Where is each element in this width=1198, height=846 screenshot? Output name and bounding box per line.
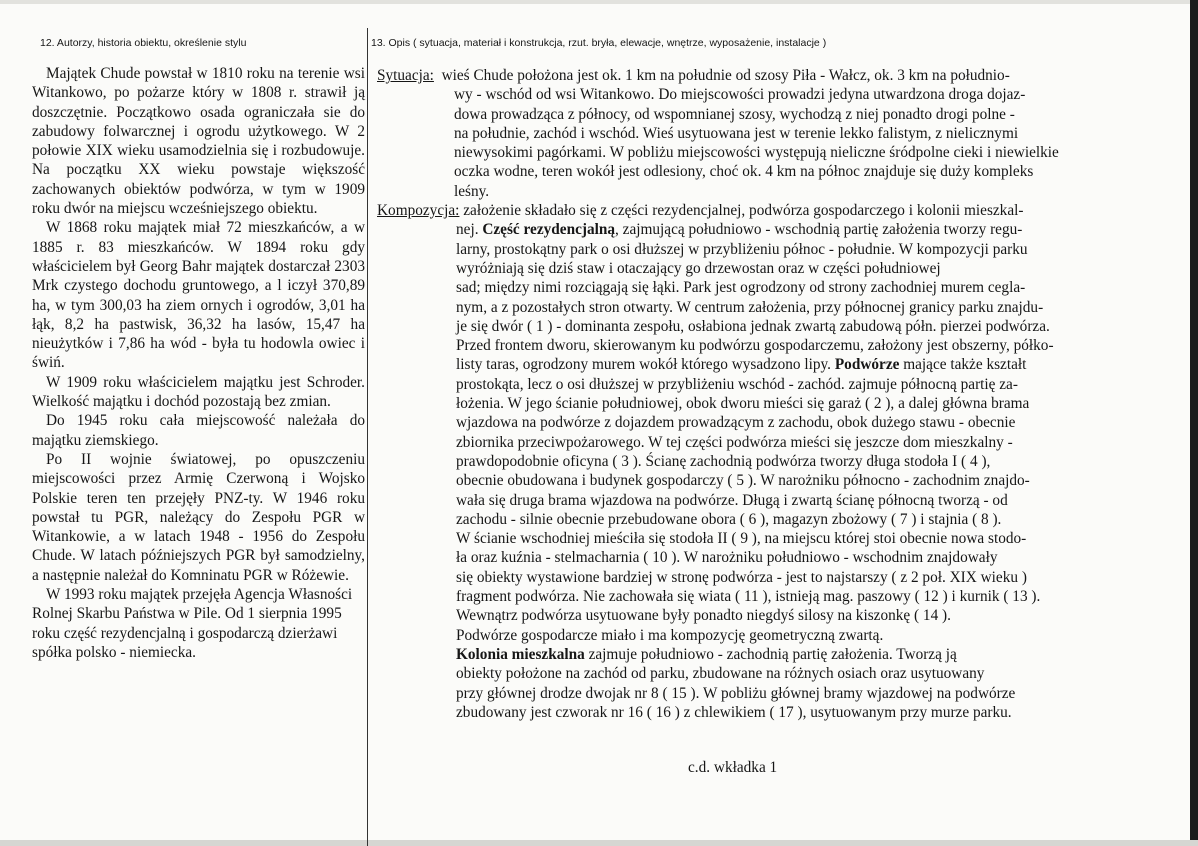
sytuacja-label: Sytuacja: (377, 67, 434, 84)
kompozycja-line: Podwórze gospodarcze miało i ma kompozycję geometryczną zwartą. (456, 626, 884, 644)
sytuacja-line: leśny. (454, 182, 490, 200)
kompozycja-line: prawdopodobnie oficyna ( 3 ). Ścianę zachodnią podwórza tworzy długa stodoła I ( 4 ), (456, 452, 991, 470)
sytuacja-line: na południe, zachód i wschód. Wieś usytuowana jest w terenie lekko falistym, z nielicznymi (454, 124, 1019, 142)
kompozycja-line: zachodu - silnie obecnie przebudowane obora ( 6 ), magazyn zbożowy ( 7 ) i stajnia ( 8 ). (456, 510, 1002, 528)
sytuacja-line: wy - wschód od wsi Witankowo. Do miejscowości prowadzi jedyna utwardzona droga dojaz- (454, 86, 1026, 104)
kolonia-line: zbudowany jest czworak nr 16 ( 16 ) z chlewikiem ( 17 ), usytuowanym przy murze parku. (456, 703, 1012, 721)
kompozycja-line: obecnie obudowana i budynek gospodarczy ( 5 ). W narożniku północno - zachodnim znajdo- (456, 472, 1030, 490)
kompozycja-line: wyróżniają się dziś staw i otaczający go drzewostan oraz w części południowej (456, 259, 941, 277)
section-13-header: 13. Opis ( sytuacja, materiał i konstrukcja, rzut. bryła, elewacje, wnętrze, wyposażenie, instalacje ) (371, 37, 827, 49)
sytuacja-line: oczka wodne, teren wokół jest odlesiony, choć ok. 4 km na północ znajduje się duży kompleks (454, 163, 1034, 181)
kompozycja-line: się obiekty wystawione bardziej w stronę podwórza - jest to najstarszy ( z 2 poł. XIX wieku ) (456, 568, 1027, 586)
podworze-term: Podwórze (834, 356, 900, 374)
kompozycja-line: Przed frontem dworu, skierowanym ku podwórzu gospodarczemu, założony jest obszerny, półko- (456, 337, 1054, 355)
history-paragraph: W 1993 roku majątek przejęła Agencja Własności Rolnej Skarbu Państwa w Pile. Od 1 sierpnia 1995 roku część rezydencjalną i gospodarczą dzierżawi spółka polsko - niemiecka. (32, 586, 353, 661)
kompozycja-line: prostokąta, lecz o osi dłuższej w przybliżeniu wschód - zachód. zajmuje północną partię za- (456, 375, 1018, 393)
history-paragraph: W 1909 roku właścicielem majątku jest Schroder. Wielkość majątku i dochód pozostają bez zmian. (32, 373, 365, 411)
kompozycja-label: Kompozycja: (377, 202, 460, 220)
history-paragraph: Do 1945 roku cała miejscowość należała do majątku ziemskiego. (32, 412, 365, 449)
kompozycja-line: je się dwór ( 1 ) - dominanta zespołu, osłabiona jednak zwartą zabudową półn. pierzei podwórza. (456, 317, 1050, 335)
description-column (377, 66, 1117, 722)
page-bottom-edge (0, 840, 1198, 846)
sytuacja-line: Sytuacja: wieś Chude położona jest ok. 1 km na południe od szosy Piła - Wałcz, ok. 3 km na południo- (377, 67, 1010, 84)
history-paragraph: Majątek Chude powstał w 1810 roku na terenie wsi Witankowo, po pożarze który w 1808 r. strawił ją doszczętnie. Początkowo osada ograniczała sie do zabudowy folwarcznej i ogrodu użytkowego. W 2 połowie XIX wieku usamodzielnia się i rozbudowuje. Na początku XX wieku powstaje większość zachowanych obiektów podwórza, w tym w 1909 roku dwór na miejscu wcześniejszego obiektu. (32, 65, 365, 218)
kompozycja-line: Kompozycja: założenie składało się z części rezydencjalnej, podwórza gospodarczego i kolonii mieszkal- (377, 202, 1024, 220)
page-top-edge (0, 0, 1198, 4)
kompozycja-line: nym, a z pozostałych stron otwarty. W centrum założenia, przy północnej granicy parku znajdu- (456, 298, 1044, 316)
kompozycja-line: wjazdowa na podwórze z dojazdem prowadzącym z zachodu, obok dużego stawu - obecnie (456, 414, 1016, 432)
kolonia-line: przy głównej drodze dwojak nr 8 ( 15 ). W pobliżu głównej bramy wjazdowej na podwórze (456, 684, 1016, 702)
sytuacja-line: dowa prowadząca z północy, od wspomnianej szosy, wychodzą z niej ponadto drogi polne - (454, 105, 1015, 123)
czesc-rezydencjalna-term: Część rezydencjalną (482, 221, 616, 239)
kompozycja-line: nej. Część rezydencjalną, zajmującą południowo - wschodnią partię założenia tworzy regu- (456, 221, 1023, 239)
kolonia-mieszkalna-term: Kolonia mieszkalna (456, 645, 585, 663)
sytuacja-line: niewysokimi pagórkami. W pobliżu miejscowości występują nieliczne śródpolne cieki i niewielkie (454, 144, 1059, 162)
kompozycja-line: ła oraz kuźnia - stelmacharnia ( 10 ). W narożniku południowo - wschodnim znajdowały (456, 549, 998, 567)
history-paragraph: Po II wojnie światowej, po opuszczeniu miejscowości przez Armię Czerwoną i Wojsko Polskie teren ten przejęły PNZ-ty. W 1946 roku powstał tu PGR, należący do Zespołu PGR w Witankowie, a w latach 1948 - 1956 do Zespołu Chude. W latach późniejszych PGR był samodzielny, a następnie należał do Komninatu PGR w Różewie. (32, 450, 365, 584)
kompozycja-line: wała się druga brama wjazdowa na podwórze. Długą i zwartą ścianę północną tworzą - od (456, 491, 1008, 509)
continued-note: c.d. wkładka 1 (688, 759, 778, 776)
column-divider (367, 28, 368, 846)
kolonia-line: obiekty położone na zachód od parku, zbudowane na różnych osiach oraz usytuowany (456, 665, 985, 683)
page-right-edge (1190, 0, 1198, 846)
kolonia-line: Kolonia mieszkalna zajmuje południowo - zachodnią partię założenia. Tworzą ją (456, 645, 957, 663)
kompozycja-line: listy taras, ogrodzony murem wokół którego wysadzono lipy. Podwórze mające także kształt (456, 356, 1027, 374)
kompozycja-line: sad; między nimi rozciągają się łąki. Park jest ogrodzony od strony zachodniej murem cegla- (456, 279, 1026, 297)
kompozycja-line: łożenia. W jego ścianie południowej, obok dworu mieści się garaż ( 2 ), a dalej główna brama (456, 395, 1030, 413)
kompozycja-line: larny, prostokątny park o osi dłuższej w przybliżeniu północ - południe. W kompozycji parku (456, 240, 1028, 258)
section-12-header: 12. Autorzy, historia obiektu, określenie stylu (40, 37, 247, 49)
kompozycja-line: zbiornika przeciwpożarowego. W tej części podwórza mieści się jeszcze dom mieszkalny - (456, 433, 1013, 451)
history-paragraph: W 1868 roku majątek miał 72 mieszkańców, a w 1885 r. 83 mieszkańców. W 1894 roku gdy właścicielem był Georg Bahr majątek dostarczał 2303 Mrk czystego dochodu gruntowego, a l iczył 370,89 ha, w tym 300,03 ha ziem ornych i ogrodów, 3,01 ha łąk, 8,2 ha pastwisk, 36,32 ha lasów, 15,47 ha nieużytków i 7,86 ha wód - była tu hodowla owiec i świń. (32, 219, 365, 372)
kompozycja-line: W ścianie wschodniej mieściła się stodoła II ( 9 ), na miejscu której stoi obecnie nowa stodo- (456, 530, 1027, 548)
kompozycja-line: Wewnątrz podwórza usytuowane były ponadto niegdyś silosy na kiszonkę ( 14 ). (456, 607, 951, 625)
history-column (32, 64, 365, 662)
kompozycja-line: fragment podwórza. Nie zachowała się wiata ( 11 ), istnieją mag. paszowy ( 12 ) i kurnik ( 13 ). (456, 588, 1041, 606)
